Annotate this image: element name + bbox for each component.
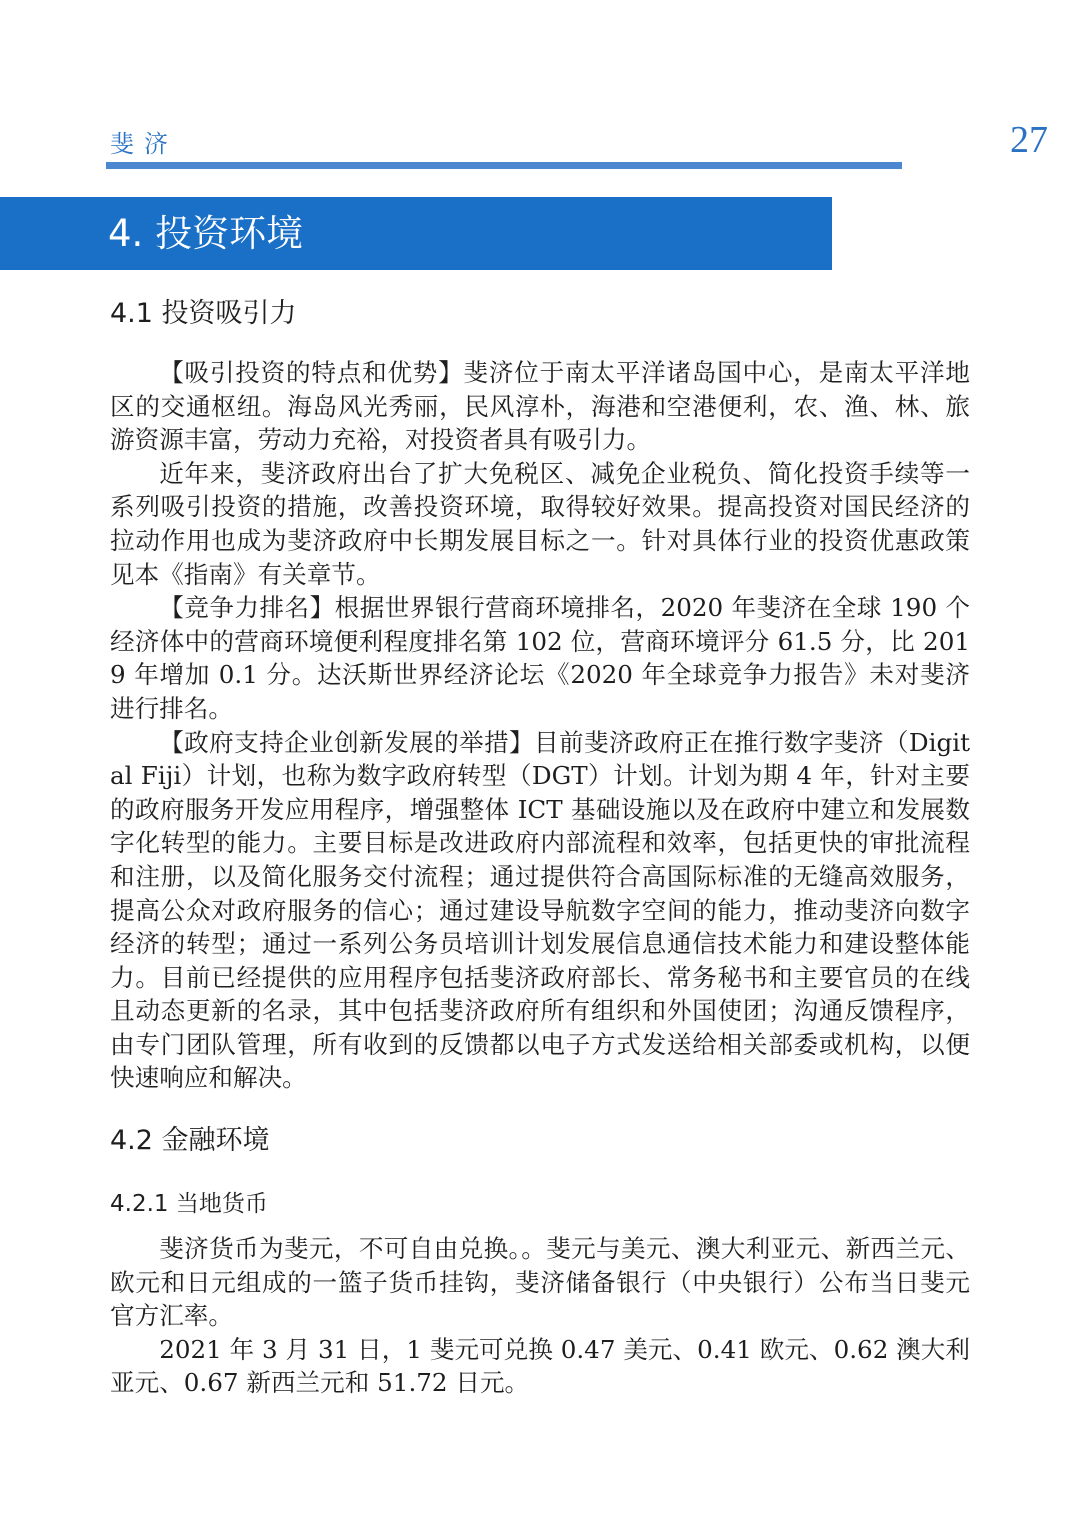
- paragraph: 斐济货币为斐元，不可自由兑换。。斐元与美元、澳大利亚元、新西兰元、欧元和日元组成的一篮子货币挂钩，斐济储备银行（中央银行）公布当日斐元官方汇率。: [110, 1234, 970, 1331]
- section-heading-4-1: 4.1 投资吸引力: [110, 298, 297, 329]
- running-head: 斐济: [110, 130, 178, 158]
- paragraph: 【吸引投资的特点和优势】斐济位于南太平洋诸岛国中心，是南太平洋地区的交通枢纽。海岛风光秀丽，民风淳朴，海港和空港便利，农、渔、林、旅游资源丰富，劳动力充裕，对投资者具有吸引力。: [110, 358, 970, 455]
- chapter-title: 4. 投资环境: [108, 212, 304, 255]
- header-rule: [106, 162, 902, 169]
- paragraph: 2021 年 3 月 31 日，1 斐元可兑换 0.47 美元、0.41 欧元、0.62 澳大利亚元、0.67 新西兰元和 51.72 日元。: [110, 1334, 970, 1398]
- section-4-1-body: [110, 356, 970, 1095]
- paragraph: 近年来，斐济政府出台了扩大免税区、减免企业税负、简化投资手续等一系列吸引投资的措施，改善投资环境，取得较好效果。提高投资对国民经济的拉动作用也成为斐济政府中长期发展目标之一。针对具体行业的投资优惠政策见本《指南》有关章节。: [110, 458, 970, 589]
- chapter-banner: [0, 197, 832, 270]
- paragraph: 【政府支持企业创新发展的举措】目前斐济政府正在推行数字斐济（Digital Fiji）计划，也称为数字政府转型（DGT）计划。计划为期 4 年，针对主要的政府服务开发应用程序，增强整体 ICT 基础设施以及在政府中建立和发展数字化转型的能力。主要目标是改进政府内部流程和效率，包括更快的审批流程和注册，以及简化服务交付流程；通过提供符合高国际标准的无缝高效服务，提高公众对政府服务的信心；通过建设导航数字空间的能力，推动斐济向数字经济的转型；通过一系列公务员培训计划发展信息通信技术能力和建设整体能力。目前已经提供的应用程序包括斐济政府部长、常务秘书和主要官员的在线且动态更新的名录，其中包括斐济政府所有组织和外国使团；沟通反馈程序，由专门团队管理，所有收到的反馈都以电子方式发送给相关部委或机构，以便快速响应和解决。: [110, 727, 970, 1093]
- subsection-heading-4-2-1: 4.2.1 当地货币: [110, 1191, 268, 1217]
- section-4-2-1-body: [110, 1232, 970, 1400]
- section-heading-4-2: 4.2 金融环境: [110, 1125, 270, 1156]
- paragraph: 【竞争力排名】根据世界银行营商环境排名，2020 年斐济在全球 190 个经济体中的营商环境便利程度排名第 102 位，营商环境评分 61.5 分，比 2019 年增加 0.1 分。达沃斯世界经济论坛《2020 年全球竞争力报告》未对斐济进行排名。: [110, 593, 970, 723]
- page-number: 27: [1010, 119, 1048, 161]
